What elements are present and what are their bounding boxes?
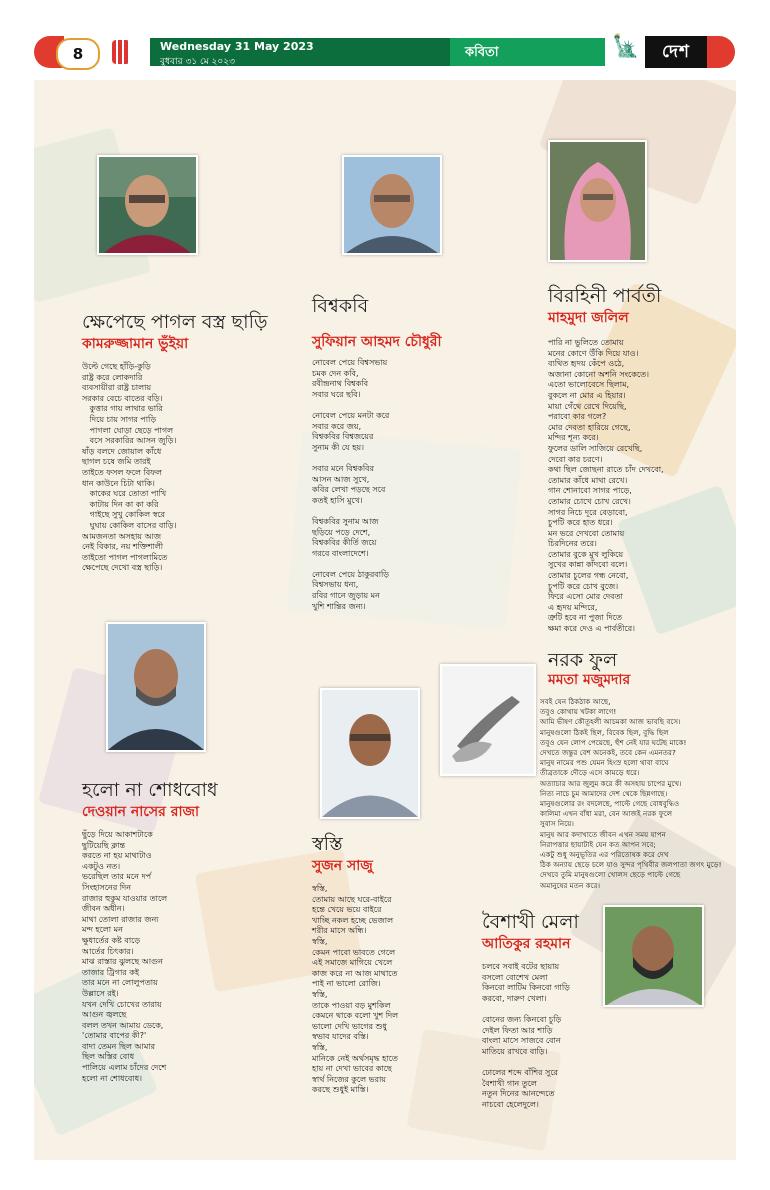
poem-author: সুজন সাজু bbox=[312, 858, 373, 874]
photo-atikur-rahman bbox=[603, 905, 704, 1007]
newspaper-logo: দেশ bbox=[645, 36, 707, 68]
photo-sufian-ahmed-chowdhury bbox=[342, 155, 442, 255]
poem-author: মাহমুদা জলিল bbox=[548, 310, 629, 326]
poem-title: বিশ্বকবি bbox=[312, 295, 369, 317]
illustration-pen-hand bbox=[440, 664, 536, 776]
statue-icon: 🗽 bbox=[612, 34, 640, 59]
poem-text: পারি না ভুলিতে তোমায় মনের কোণে উঁকি দিয়ে যাও। ব্যথিত হৃদয় কেঁপে ওঠে, অজানা কোনো অশনি সংকেতে। এতো ভালোবেসে ছিলাম, বুকলে না মোর এ হিয়ার। মায়া গেঁথে রেখে দিয়েছি, পরাবো কার গলে? মোর দেবতা হারিয়ে গেছে, মন্দির শূন্য করে। ফুলের ডালি সাজিয়ে রেখেছি, দেবো কার চরণে। কথা ছিল জোছনা রাতে চাঁদ দেখবো, তোমার কাঁধে মাথা রেখে। গান শোনাবো সাগর পাড়ে, তোমার চোখে চোখ রেখে। সাগর নিচে দূরে বেড়াবো, চুপটি করে হাত ধরে। মন ভরে দেখবো তোমায় চিরদিনের তরে। তোমার বুকে মুখ লুকিয়ে সুখের কান্না কাঁদবো বলে। তোমার চুলের গন্ধ নেবো, চুপটি করে চোখ বুজে। ফিরে এসো মোর দেবতা এ হৃদয় মন্দিরে, ত্রুটি হবে না পুজা দিতে ক্ষমা করে দেও এ পার্বতীরে। bbox=[548, 338, 664, 634]
poem-text: সবই যেন ঠিকঠাক আছে, তবুও কোথায় খটকা লাগে! আমি ভীষণ কৌতূহলী আচমকা আজ ভাবছি বসে। মানুষগুলো ঠিকই ছিল, বিবেক ছিল, বুদ্ধি ছিল তবুও যেন লোপ পেয়েছে, হুঁশ নেই যার ঘটেছ মাকে! দেখতে জন্তুর বেশ অনেকই, তবে কেন এমনতর? মানুষ নামের পশু যেমন হিংস্র হলো থাবা বাঘে তীব্রতাকে দৌড়ে এসে কামড়ে ধরে। অত্যাচার আর জুলুম করে কী অসহায় চাপের মুখে। নিত্য নাচে চুম আমাদের দেশ থেকে ছিন্নগাছে। মানুষগুলোর রং বদলেছে, পাল্টে গেছে বোধবুদ্ধিও কালিমা এখন বাঁধা মরা, বেন আজই নরক ফুলে সুবাস নিয়ে। মানুষ আর কদাখাতে জীবন এখন সময় যাপন নিরাপত্তার ছায়াটাই যেন কত আপন সবে; একটু শুধু অনুভূতির এর পরিতোষক করে দেখ ঠিক অন্যায় ছেড়ে চলে যাও সুন্দর পৃথিবীর জলপাতা জগৎ মুড়ে! দেখবে তুমি মানুষগুলো খোলস ছেড়ে পাল্টে গেছে অমানুষের মতন করে। bbox=[540, 697, 722, 890]
poem-author: সুফিয়ান আহমদ চৌধুরী bbox=[312, 334, 442, 350]
date-bangla: বুধবার ৩১ মে ২০২৩ bbox=[160, 57, 235, 67]
poem-author: আতিকুর রহমান bbox=[482, 936, 571, 952]
header-ribbon-right bbox=[705, 36, 735, 68]
poem-text: স্বস্তি, তোমায় আছে ঘরে-বাইরে হন্তে খেয়ে ভয়ে বাইরে খাচ্ছি নকল হচ্ছে ভেজাল শরীর মাসে অন্ধি। স্বস্তি, কেমন পাবো ভাবতে গেলে এই সমাজে মাগিয়ে খেলে কাজ করে না আজ মাথাতে পাই না ভালো রোজি। স্বস্তি, তাকে পাওয়া বড় মুশকিল কেমনে থাকে বলো খুশ দিল ভালো দেখি ভাগের শুধু স্বভাব যাদের বস্তি। স্বস্তি, মানিকে নেই অর্থসমৃদ্ধ হাতে হায় না দেখা ভাবের কাছে স্বার্থ নিজের কুলে ভরায় করছে শুধুই মাস্তি। bbox=[312, 884, 399, 1095]
poem-author: মমতা মজুমদার bbox=[548, 672, 631, 688]
poem-author: কামরুজ্জামান ভুঁইয়া bbox=[82, 336, 189, 352]
photo-sujon-saju bbox=[320, 688, 420, 819]
poem-title: বিরহিনী পার্বতী bbox=[548, 285, 662, 307]
page-number: 8 bbox=[56, 38, 100, 70]
poem-title: স্বস্তি bbox=[312, 833, 343, 855]
date-english: Wednesday 31 May 2023 bbox=[160, 40, 314, 53]
poem-title: ক্ষেপেছে পাগল বস্ত্র ছাড়ি bbox=[82, 311, 268, 333]
poem-text: চলবে সবাই বটের ছায়ায় বসলো বোশেখ মেলা কিনবো লাটিম কিনবো গাড়ি করবো, দারুণ খেলা। বোনের জন্য কিনবো চুড়ি দেইল ফিতা আর শাড়ি বাংলা মাসে সাজবে বোন মাতিয়ে রাখবে বাড়ি। ঢোলের শব্দে বাঁশির সুরে বৈশাখী গান তুলে নতুন দিনের আনন্দেতে নাচবো হেলেদুলে। bbox=[482, 962, 570, 1109]
photo-dewan-naser-raja bbox=[106, 622, 206, 752]
poem-title: নরক ফুল bbox=[548, 649, 618, 671]
poem-text: ছুঁড়ে দিয়ে আকাশটাকে ছুটিয়েছি ক্লান্ত করতে না হয় মাথাটাও একটুও নত। ভরেছিল তার মনে দর্প সিংহাসনের দিন রাজার হুকুম যাওয়ার তালে জীবন অধীন। মাথা তোলা রাজার জন্য মন্দ হলো মন ক্ষুধার্তের কষ্ট বাড়ে আর্তের চিৎকার। মাঝ রাস্তার ঝুলছে আগুন তাজার ট্রিগার কই তার মনে না লোলুপতায় উল্লাসে রই। যখন দেখি চোখের তারায় আগুন জ্বলছে বলল তখন আমায় ডেকে, 'তোমার বাপের কী?' বাদা তেমন ছিল আমার ছিল অস্তির বোধ পালিয়ে এলাম চাঁদের দেশে হলো না শোধবোধ। bbox=[82, 830, 168, 1083]
poem-author: দেওয়ান নাসের রাজা bbox=[82, 804, 200, 820]
page-header bbox=[0, 0, 770, 78]
poem-title: বৈশাখী মেলা bbox=[482, 911, 579, 933]
photo-kamruzzaman-bhuiyan bbox=[97, 155, 198, 255]
section-title: কবিতা bbox=[465, 45, 499, 60]
flag-icon bbox=[112, 40, 130, 64]
poem-text: নোবেল পেয়ে বিশ্বসভায় চমক দেন কবি, রবীন্দ্রনাথ বিশ্বকবি সবার ঘরে ছবি। নোবেল পেয়ে মনটা করে সবার করে জয়, বিশ্বকবির বিশ্বজয়ের সুনাম কী যে হয়। সবার মনে বিশ্বকবির আসন আজ সুখে, কবির লেখা পড়ছে সবে কতই হাসি মুখে। বিশ্বকবির সুনাম আজ ছড়িয়ে পড়ে দেশে, বিশ্বকবির কীর্তি জয়ে গরবে বাংলাদেশে। নোবেল পেয়ে ঠাকুরবাড়ি বিশ্বসভায় ধন্য, রবির গানে জুড়ায় মন খুশি শান্তির জন্য। bbox=[312, 358, 390, 611]
poem-title: হলো না শোধবোধ bbox=[82, 779, 218, 801]
poem-text: উল্টে গেছে হাঁড়ি-কুড়ি রাষ্ট্র করে লোকদারি ব্যবসায়ীরা রাষ্ট্র চালায় সরকার বেচে বাতের বড়ি। কুত্তার গায় লাথার ভারি দিয়ে চায় সাগর পাড়ি পাগলা ঘোড়া ছেড়ে পাগল বসে সরকারির আসন জুড়ি। ষাঁড় বলদে জোয়াল কাঁধে ছাগল চষে জমি তারই তাইতে ফসল ফলে বিফল ধান কাউনে চিটা থাকি। কাকের ঘরে তোতা পাখি কাটায় দিন কা কা করি গাইছে সুখু কোকিল স্বরে ঘুঘায় কোকিল বাসের বাড়ি। আমজনতা অসহায় আজ নেই বিকার, নয় শক্তিশালী তাইতো পাগল পাগলামিতে ক্ষেপেছে দেখো বস্ত্র ছাড়ি। bbox=[82, 362, 177, 573]
photo-mahmuda-jalil bbox=[548, 140, 647, 262]
